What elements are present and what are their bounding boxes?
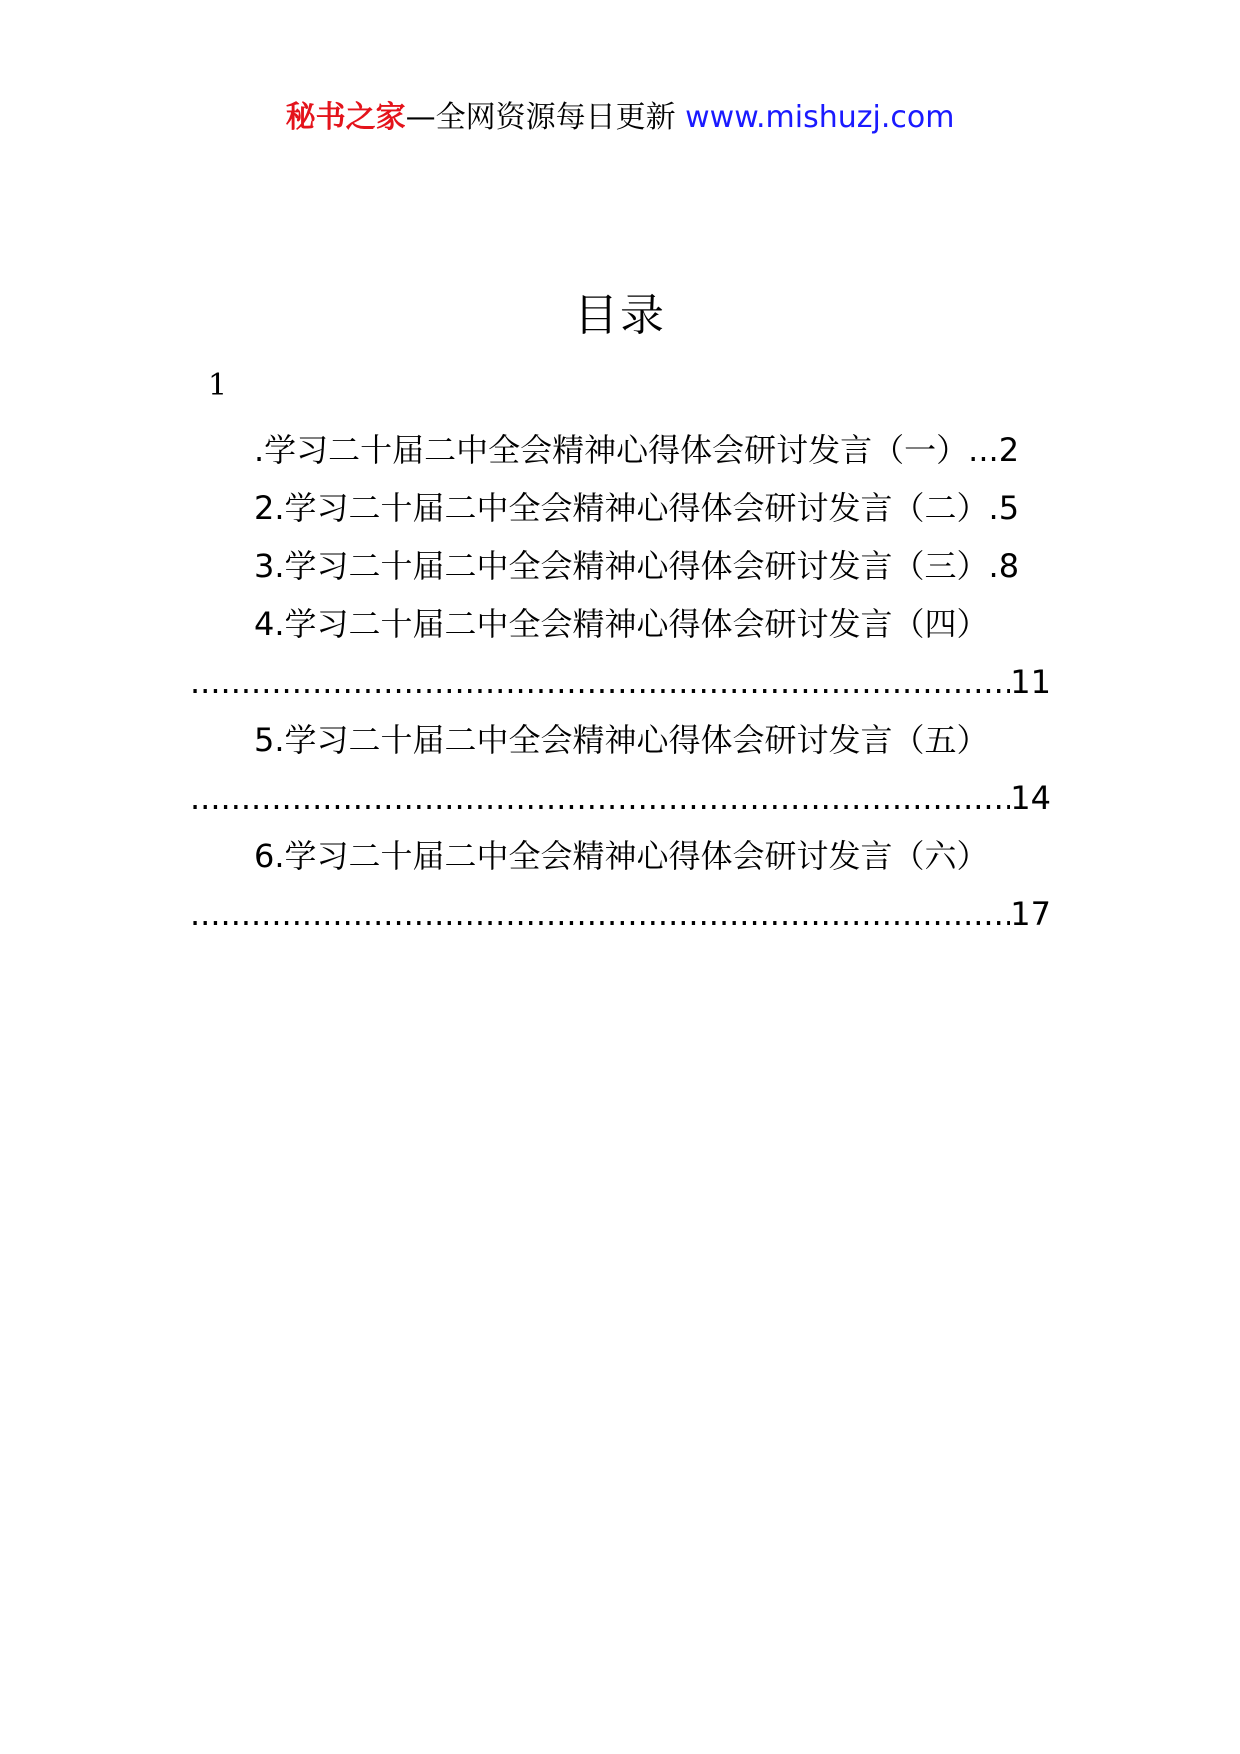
toc-entry-5-page: 14 bbox=[1010, 779, 1051, 817]
site-header bbox=[0, 98, 1240, 138]
dot-leader bbox=[190, 892, 1010, 936]
toc-entry-1[interactable]: .学习二十届二中全会精神心得体会研讨发言（一）...2 bbox=[254, 431, 1020, 469]
toc-entry-6-leader bbox=[190, 892, 1051, 936]
site-tagline: —全网资源每日更新 bbox=[405, 100, 676, 135]
toc-entry-4-page: 11 bbox=[1010, 663, 1051, 701]
site-brand: 秘书之家 bbox=[285, 100, 406, 135]
toc-entry-4[interactable]: 4.学习二十届二中全会精神心得体会研讨发言（四） bbox=[254, 605, 989, 643]
toc-entry-5-leader bbox=[190, 776, 1051, 820]
dot-leader bbox=[190, 660, 1010, 704]
toc-entry-5[interactable]: 5.学习二十届二中全会精神心得体会研讨发言（五） bbox=[254, 721, 989, 759]
toc-entry-6-page: 17 bbox=[1010, 895, 1051, 933]
site-url-link[interactable]: www.mishuzj.com bbox=[685, 100, 955, 135]
toc-entry-6[interactable]: 6.学习二十届二中全会精神心得体会研讨发言（六） bbox=[254, 837, 989, 875]
toc-entry-4-leader bbox=[190, 660, 1051, 704]
toc-entry-2[interactable]: 2.学习二十届二中全会精神心得体会研讨发言（二）.5 bbox=[254, 489, 1020, 527]
toc-marker: 1 bbox=[208, 368, 228, 403]
toc-entry-3[interactable]: 3.学习二十届二中全会精神心得体会研讨发言（三）.8 bbox=[254, 547, 1020, 585]
toc-title: 目录 bbox=[574, 290, 666, 341]
dot-leader bbox=[190, 776, 1010, 820]
